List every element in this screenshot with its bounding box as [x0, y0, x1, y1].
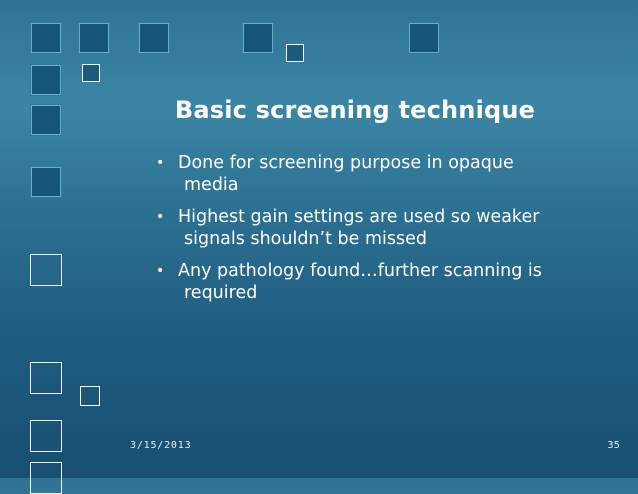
deco-square-filled [242, 22, 274, 54]
deco-square-small [82, 64, 100, 82]
deco-square-filled [408, 22, 440, 54]
slide-title: Basic screening technique [174, 96, 536, 124]
deco-square-outline [30, 462, 62, 494]
bullet-text-line: required [184, 283, 258, 303]
deco-square-filled [30, 64, 62, 96]
deco-square-filled [78, 22, 110, 54]
deco-square-small [286, 44, 304, 62]
deco-square-small-outline [80, 386, 100, 406]
bullet-dot-icon: • [156, 263, 165, 279]
deco-square-filled [30, 22, 62, 54]
footer-date: 3/15/2013 [130, 440, 192, 451]
slide-number: 35 [607, 440, 620, 451]
bullet-text-line: Done for screening purpose in opaque [178, 153, 514, 173]
bullet-item [156, 152, 576, 196]
bullet-text-line: Any pathology found…further scanning is [178, 261, 542, 281]
bullet-text-line: media [184, 175, 239, 195]
bullet-text-line: signals shouldn’t be missed [184, 229, 427, 249]
deco-square-filled [138, 22, 170, 54]
deco-square-filled [30, 104, 62, 136]
bullet-dot-icon: • [156, 155, 165, 171]
deco-square-outline [30, 254, 62, 286]
deco-square-outline [30, 362, 62, 394]
bullet-text-line: Highest gain settings are used so weaker [178, 207, 540, 227]
bullet-item [156, 206, 576, 250]
bullet-list [156, 152, 576, 314]
bullet-item [156, 260, 576, 304]
deco-square-filled [30, 166, 62, 198]
deco-square-outline [30, 420, 62, 452]
bullet-dot-icon: • [156, 209, 165, 225]
